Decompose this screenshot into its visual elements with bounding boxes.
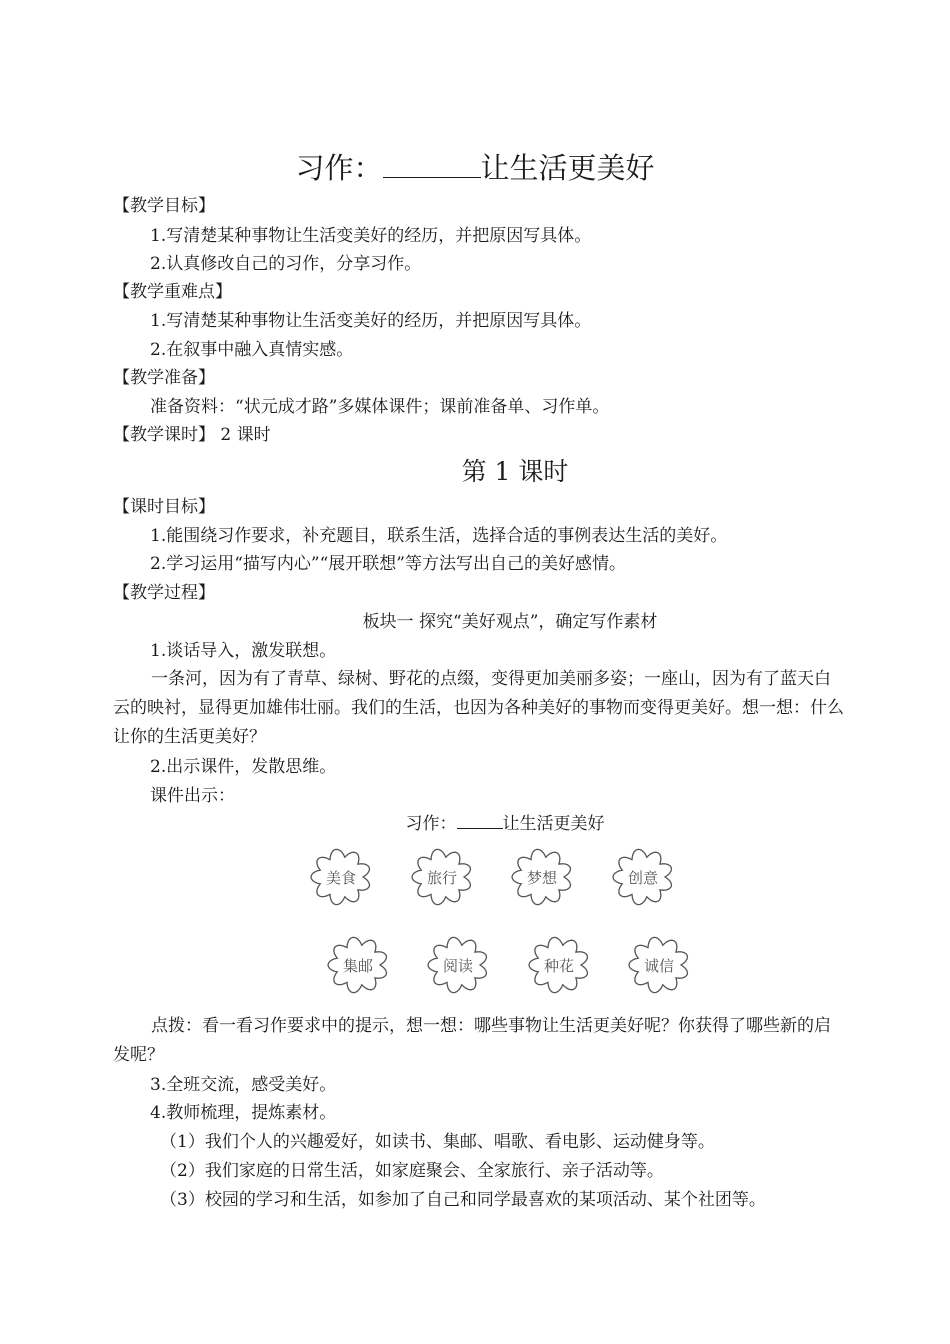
step-3: 3.全班交流，感受美好。 (150, 1075, 337, 1095)
flower-travel (403, 846, 481, 908)
goal-item: 1.写清楚某种事物让生活变美好的经历，并把原因写具体。 (150, 226, 592, 246)
courseware-title-blank (457, 828, 503, 829)
key-points-heading: 【教学重难点】 (113, 282, 232, 302)
step-2: 2.出示课件，发散思维。 (150, 757, 337, 777)
title-prefix: 习作： (295, 151, 383, 185)
flower-gardening (520, 934, 598, 996)
lesson-title: 第 1 课时 (461, 457, 569, 486)
key-point-item: 2.在叙事中融入真情实感。 (150, 340, 354, 360)
flower-label: 美食 (325, 868, 356, 887)
flower-label: 诚信 (643, 956, 674, 975)
preparation-heading: 【教学准备】 (113, 368, 215, 388)
title-suffix: 让生活更美好 (480, 151, 655, 185)
intro-paragraph: 一条河，因为有了青草、绿树、野花的点缀，变得更加美丽多姿；一座山，因为有了蓝天白云的映衬，显得更加雄伟壮丽。我们的生活，也因为各种美好的事物而变得更美好。想一想：什么让你的生活更美好？ (113, 669, 844, 747)
courseware-title (30, 814, 950, 834)
lesson-goals-heading: 【课时目标】 (113, 497, 215, 517)
tip-paragraph: 点拨：看一看习作要求中的提示，想一想：哪些事物让生活更美好呢？你获得了哪些新的启发呢？ (113, 1016, 831, 1065)
hours-line (113, 425, 845, 445)
flower-food (302, 846, 380, 908)
flower-label: 创意 (627, 868, 658, 887)
key-point-item: 1.写清楚某种事物让生活变美好的经历，并把原因写具体。 (150, 311, 592, 331)
flower-stamps (319, 934, 397, 996)
page-title (0, 148, 950, 188)
courseware-label: 课件出示： (150, 786, 235, 806)
flower-label: 阅读 (442, 956, 473, 975)
flower-label: 梦想 (526, 868, 557, 887)
material-item: （2）我们家庭的日常生活，如家庭聚会、全家旅行、亲子活动等。 (160, 1161, 664, 1181)
flower-label: 集邮 (342, 956, 373, 975)
lesson-goal-item: 1.能围绕习作要求，补充题目，联系生活，选择合适的事例表达生活的美好。 (150, 526, 728, 546)
material-item: （3）校园的学习和生活，如参加了自己和同学最喜欢的某项活动、某个社团等。 (160, 1190, 766, 1210)
courseware-title-suffix: 让生活更美好 (502, 814, 605, 834)
lesson-goal-item: 2.学习运用“描写内心”“展开联想”等方法写出自己的美好感情。 (150, 554, 626, 574)
block-title: 板块一 探究“美好观点”，确定写作素材 (362, 612, 658, 632)
title-blank (383, 177, 481, 178)
process-heading: 【教学过程】 (113, 583, 215, 603)
hours-heading: 【教学课时】 (113, 425, 215, 445)
flower-reading (419, 934, 497, 996)
flower-honesty (620, 934, 698, 996)
courseware-title-prefix: 习作： (405, 814, 457, 834)
step-4: 4.教师梳理，提炼素材。 (150, 1103, 337, 1123)
flower-creativity (604, 846, 682, 908)
hours-value: 2 课时 (220, 425, 271, 445)
material-item: （1）我们个人的兴趣爱好，如读书、集邮、唱歌、看电影、运动健身等。 (160, 1132, 715, 1152)
step-1: 1.谈话导入，激发联想。 (150, 641, 337, 661)
flower-dream (503, 846, 581, 908)
goals-heading: 【教学目标】 (113, 196, 215, 216)
preparation-text: 准备资料：“状元成才路”多媒体课件；课前准备单、习作单。 (150, 397, 610, 417)
goal-item: 2.认真修改自己的习作，分享习作。 (150, 254, 422, 274)
flower-label: 旅行 (426, 868, 457, 887)
flower-label: 种花 (543, 956, 574, 975)
